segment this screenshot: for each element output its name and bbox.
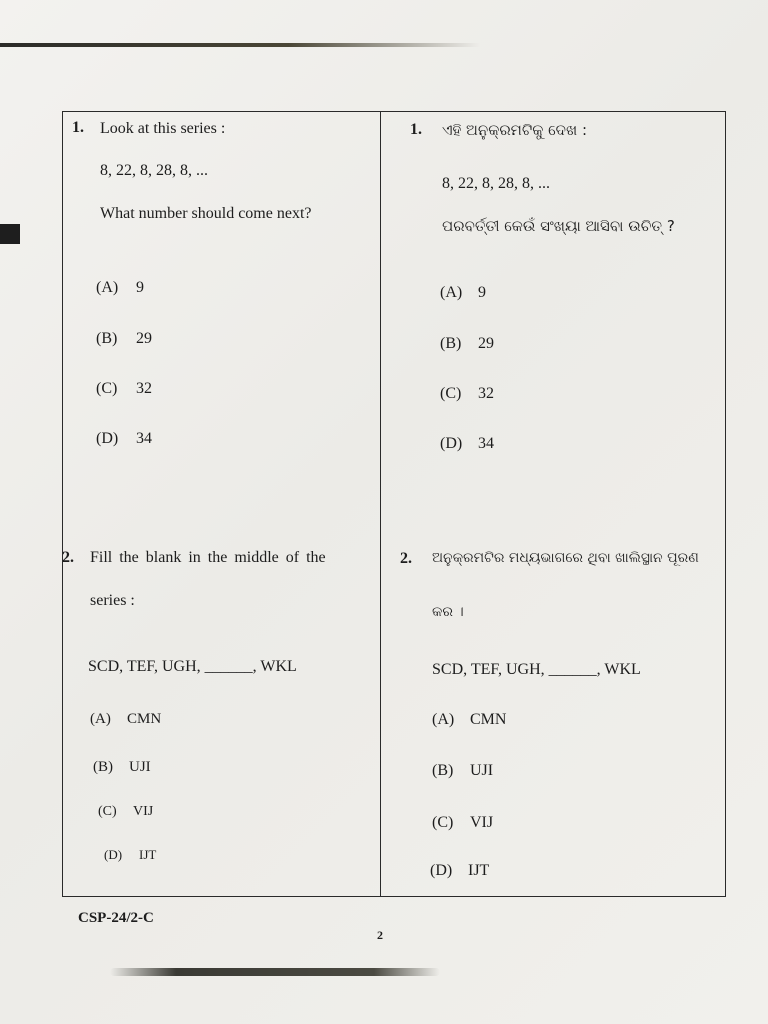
q1-option-c-value-en: 32 xyxy=(136,380,152,397)
q1-option-d-value-en: 34 xyxy=(136,430,152,447)
q1-number-en: 1. xyxy=(72,119,84,136)
q2-prompt-line1-or: ଅନୁକ୍ରମଟିର ମଧ୍ୟଭାଗରେ ଥିବା ଖାଲିସ୍ଥାନ ପୂରଣ xyxy=(432,550,699,566)
q1-question-or: ପରବର୍ତ୍ତୀ କେଉଁ ସଂଖ୍ୟା ଆସିବା ଉଚିତ୍ ? xyxy=(442,217,675,235)
q2-option-c-label-or: (C) xyxy=(432,814,454,831)
q1-option-a-label-or: (A) xyxy=(440,284,463,301)
q2-option-d-value-or: IJT xyxy=(468,862,490,879)
q2-series-or: SCD, TEF, UGH, ______, WKL xyxy=(432,661,641,678)
q2-option-d-value-en: IJT xyxy=(139,847,157,862)
q1-option-c-label-en: (C) xyxy=(96,380,118,397)
q1-number-or: 1. xyxy=(410,121,422,138)
q2-prompt-line1-en: Fill the blank in the middle of the xyxy=(90,549,326,566)
q2-option-b-label-or: (B) xyxy=(432,762,454,779)
q2-option-d-label-or: (D) xyxy=(430,862,453,879)
q1-option-c-label-or: (C) xyxy=(440,385,462,402)
q2-series-en: SCD, TEF, UGH, ______, WKL xyxy=(88,658,297,675)
q2-option-c-value-or: VIJ xyxy=(470,814,494,831)
q1-option-b-label-or: (B) xyxy=(440,335,462,352)
q1-option-b-label-en: (B) xyxy=(96,330,118,347)
margin-mark xyxy=(0,224,20,244)
q1-option-b-value-or: 29 xyxy=(478,335,494,352)
q1-prompt-en: Look at this series : xyxy=(100,120,226,137)
q2-option-c-label-en: (C) xyxy=(98,804,117,819)
q1-option-b-value-en: 29 xyxy=(136,330,152,347)
q2-prompt-line2-or: କର । xyxy=(432,604,464,620)
q2-option-b-label-en: (B) xyxy=(93,759,113,775)
q2-prompt-line2-en: series : xyxy=(90,592,135,609)
q2-option-d-label-en: (D) xyxy=(104,847,123,862)
q2-option-a-label-en: (A) xyxy=(90,711,111,727)
q1-series-or: 8, 22, 8, 28, 8, ... xyxy=(442,175,550,192)
page-number: 2 xyxy=(377,928,383,942)
q1-prompt-or: ଏହି ଅନୁକ୍ରମଟିକୁ ଦେଖ : xyxy=(442,121,588,139)
q2-number-en: 2. xyxy=(62,549,74,566)
q1-series-en: 8, 22, 8, 28, 8, ... xyxy=(100,162,208,179)
paper-code: CSP-24/2-C xyxy=(78,910,154,926)
q1-option-a-value-or: 9 xyxy=(478,284,486,301)
q2-option-a-value-en: CMN xyxy=(127,711,162,727)
q2-option-c-value-en: VIJ xyxy=(133,804,154,819)
q2-option-a-value-or: CMN xyxy=(470,711,507,728)
q1-option-a-value-en: 9 xyxy=(136,279,144,296)
q2-option-a-label-or: (A) xyxy=(432,711,455,728)
paper-bottom-edge xyxy=(110,968,440,976)
q1-option-a-label-en: (A) xyxy=(96,279,119,296)
paper-top-edge xyxy=(0,43,480,47)
q1-option-d-label-or: (D) xyxy=(440,435,463,452)
q2-option-b-value-or: UJI xyxy=(470,762,494,779)
q2-option-b-value-en: UJI xyxy=(129,759,151,775)
column-divider xyxy=(380,111,381,897)
q1-option-c-value-or: 32 xyxy=(478,385,494,402)
q1-option-d-value-or: 34 xyxy=(478,435,494,452)
q2-number-or: 2. xyxy=(400,550,412,567)
q1-option-d-label-en: (D) xyxy=(96,430,119,447)
q1-question-en: What number should come next? xyxy=(100,205,312,222)
